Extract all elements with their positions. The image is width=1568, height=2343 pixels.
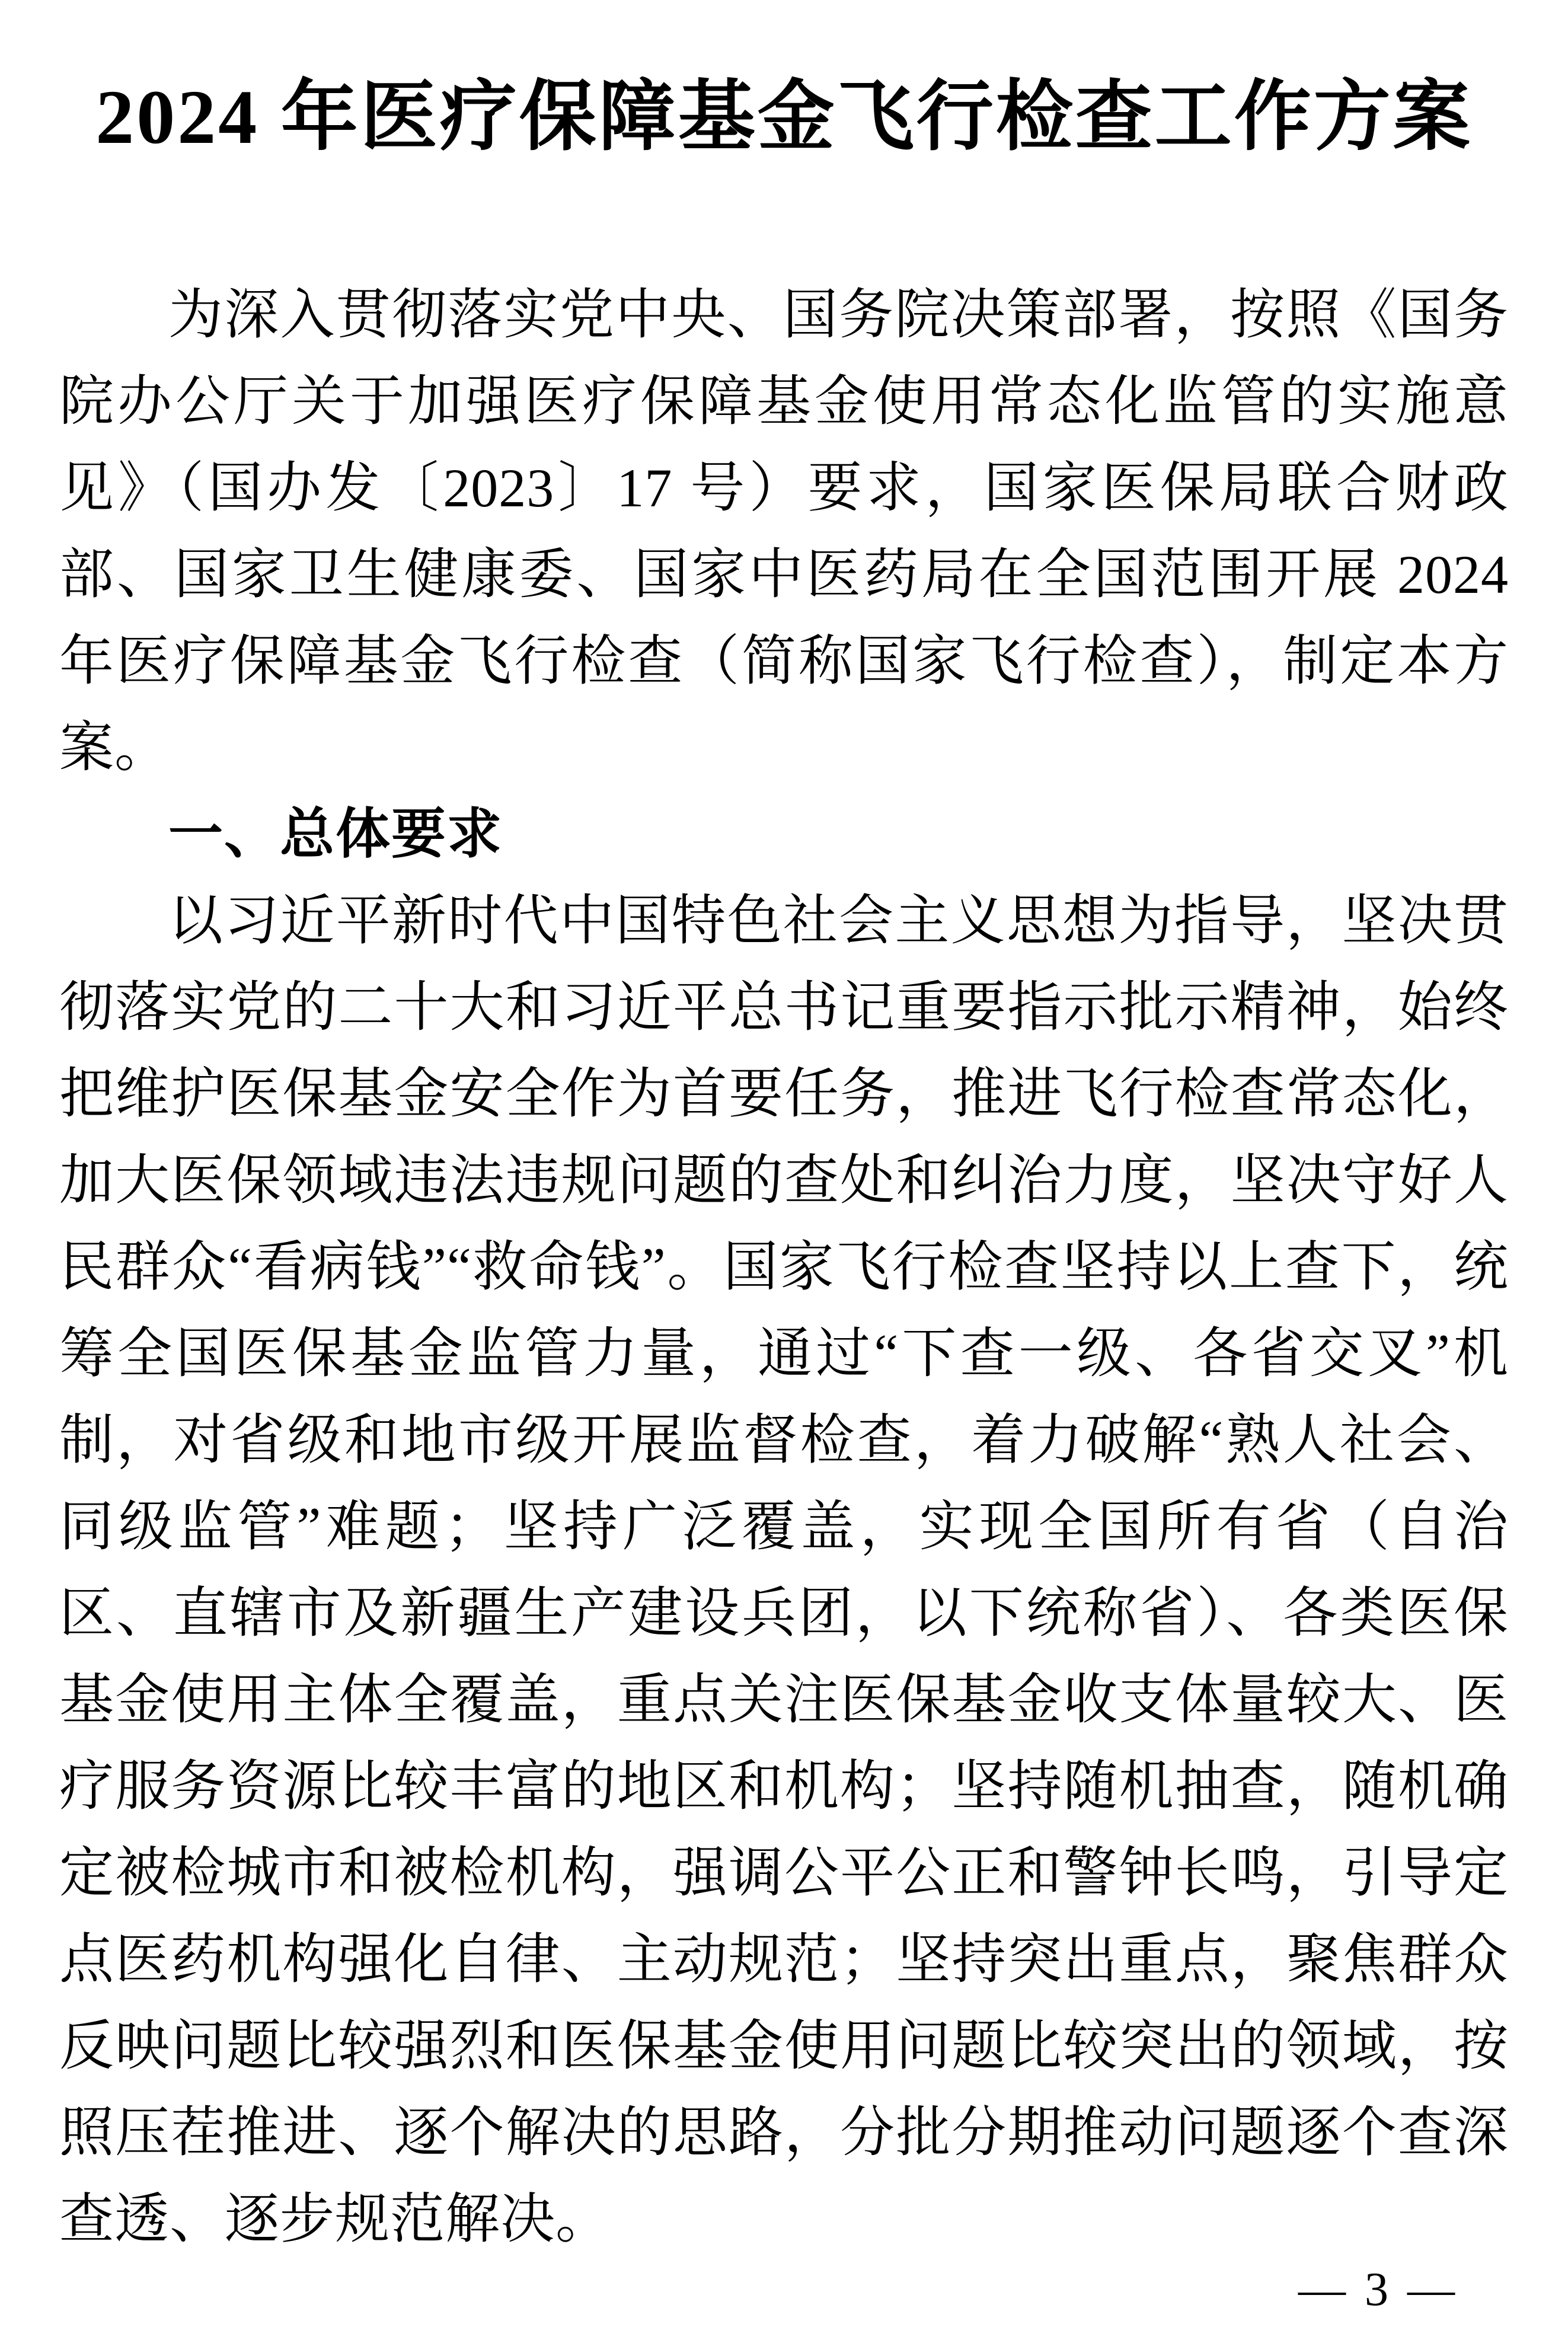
paragraph-intro: 为深入贯彻落实党中央、国务院决策部署，按照《国务院办公厅关于加强医疗保障基金使用常态化监管的实施意见》（国办发〔2023〕17 号）要求，国家医保局联合财政部、国家卫生健康委、国家中医药局在全国范围开展 2024 年医疗保障基金飞行检查（简称国家飞行检查），制定本方案。 bbox=[59, 285, 1509, 778]
paragraph-overall-requirements: 以习近平新时代中国特色社会主义思想为指导，坚决贯彻落实党的二十大和习近平总书记重要指示批示精神，始终把维护医保基金安全作为首要任务，推进飞行检查常态化，加大医保领域违法违规问题的查处和纠治力度，坚决守好人民群众“看病钱”“救命钱”。国家飞行检查坚持以上查下，统筹全国医保基金监管力量，通过“下查一级、各省交叉”机制，对省级和地市级开展监督检查，着力破解“熟人社会、同级监管”难题；坚持广泛覆盖，实现全国所有省（自治区、直辖市及新疆生产建设兵团，以下统称省）、各类医保基金使用主体全覆盖，重点关注医保基金收支体量较大、医疗服务资源比较丰富的地区和机构；坚持随机抽查，随机确定被检城市和被检机构，强调公平公正和警钟长鸣，引导定点医药机构强化自律、主动规范；坚持突出重点，聚焦群众反映问题比较强烈和医保基金使用问题比较突出的领域，按照压茬推进、逐个解决的思路，分批分期推动问题逐个查深查透、逐步规范解决。 bbox=[59, 890, 1509, 2249]
page-number: — 3 — bbox=[1298, 2264, 1458, 2316]
document-title: 2024 年医疗保障基金飞行检查工作方案 bbox=[95, 75, 1473, 160]
section-heading-overall-requirements: 一、总体要求 bbox=[168, 804, 503, 864]
